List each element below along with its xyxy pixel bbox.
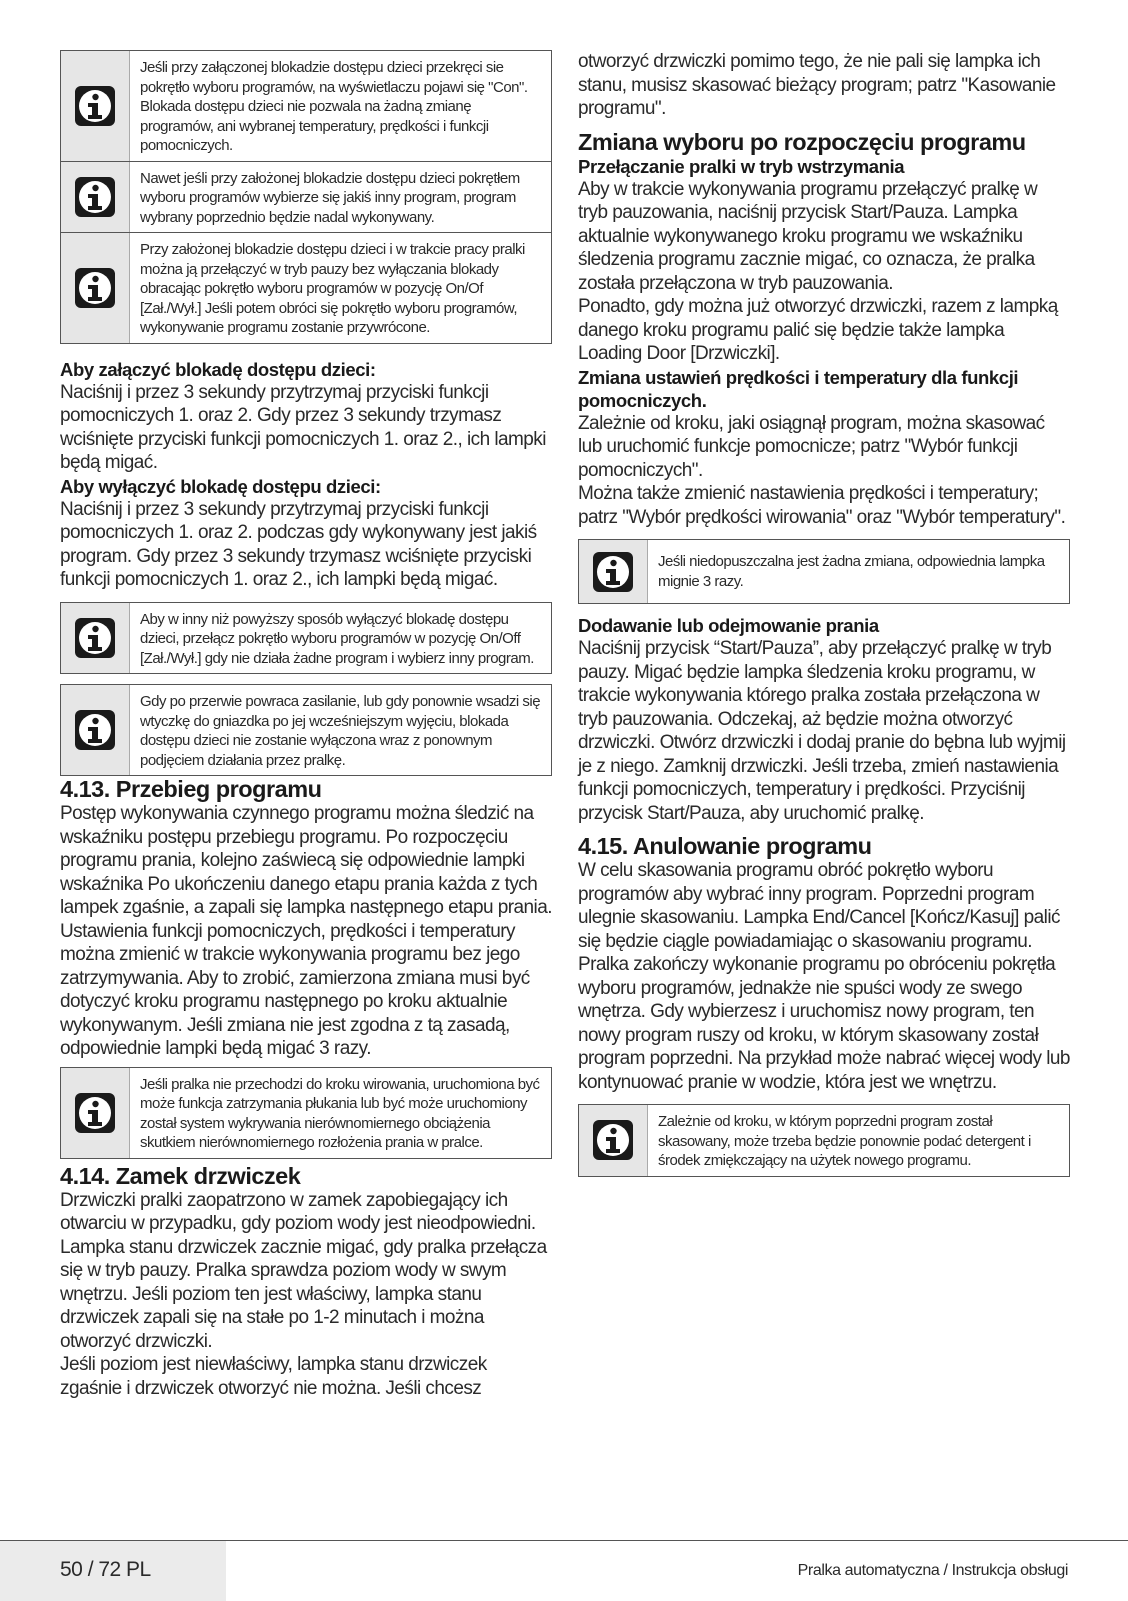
- page-number: 50 / 72 PL: [60, 1558, 151, 1581]
- note-text: Aby w inny niż powyższy sposób wyłączyć blokadę dostępu dzieci, przełącz pokrętło wyboru programów w pozycję On/Off [Zał./Wył.] gdy nie działa żadne program i wybierz inny program.: [140, 610, 534, 667]
- speed-temperature-paragraph: Zależnie od kroku, jaki osiągnął program, można skasować lub uruchomić funkcje pomocnicze; patrz "Wybór funkcji pomocniczych".: [578, 412, 1045, 481]
- section-4-13-paragraph: Ustawienia funkcji pomocniczych, prędkości i temperatury można zmienić w trakcie wykonywania programu bez jego zatrzymywania. Aby to zrobić, zamierzona zmiana musi być dotyczyć kroku programu następnego po kroku aktualnie wykonywanym. Jeśli zmiana nie jest zgodna z tą zasadą, odpowiednie lampki będą migać 3 razy.: [60, 920, 530, 1059]
- section-4-14-title: 4.14. Zamek drzwiczek: [60, 1162, 301, 1189]
- info-icon: [61, 603, 130, 674]
- info-icon: [61, 51, 130, 161]
- info-note: [60, 233, 552, 344]
- info-icon: [61, 1068, 130, 1158]
- section-4-15-paragraph: W celu skasowania programu obróć pokrętło wyboru programów aby wybrać inny program. Poprzedni program ulegnie skasowaniu. Lampka End/Cancel [Kończ/Kasuj] palić się będzie ciągle powiadamiając o skasowaniu programu. Pralka zakończy wykonanie programu po obróceniu pokrętła wyboru programów, jednakże nie spuści wody ze swego wnętrza. Gdy wybierzesz i uruchomisz nowy program, ten nowy program ruszy od kroku, w którym skasowany został program poprzedni. Na przykład może nabrać więcej wody lub kontynuować pranie w wodzie, która jest we wnętrzu.: [578, 860, 1070, 1093]
- section-4-13-paragraph: Postęp wykonywania czynnego programu można śledzić na wskaźniku postępu przebiegu programu. Po rozpoczęciu programu prania, kolejno zaświecą się odpowiednie lampki wskaźnika Po ukończeniu danego etapu prania każda z tych lampek zgaśnie, a zapali się lampka następnego etapu prania.: [60, 803, 552, 918]
- info-note: [60, 602, 552, 675]
- info-icon: [61, 233, 130, 343]
- continuation-paragraph: otworzyć drzwiczki pomimo tego, że nie pali się lampka ich stanu, musisz skasować bieżący program; patrz "Kasowanie programu".: [578, 51, 1056, 119]
- note-text: Jeśli niedopuszczalna jest żadna zmiana, odpowiednia lampka mignie 3 razy.: [658, 553, 1045, 590]
- info-note: [578, 1104, 1070, 1177]
- info-icon: [61, 162, 130, 233]
- note-text: Zależnie od kroku, w którym poprzedni program został skasowany, może trzeba będzie ponownie podać detergent i środek zmiękczający na użytek nowego programu.: [658, 1113, 1031, 1169]
- enable-lock-heading: Aby załączyć blokadę dostępu dzieci:: [60, 358, 376, 380]
- info-note: [60, 162, 552, 234]
- left-column: [60, 50, 552, 1400]
- disable-lock-heading: Aby wyłączyć blokadę dostępu dzieci:: [60, 475, 381, 497]
- right-column: [578, 50, 1070, 1177]
- enable-lock-text: Naciśnij i przez 3 sekundy przytrzymaj przyciski funkcji pomocniczych 1. oraz 2. Gdy przez 3 sekundy trzymasz wciśnięte przyciski funkcji pomocniczych 1. oraz 2., ich lampki będą migać.: [60, 381, 546, 473]
- pause-paragraph: Aby w trakcie wykonywania programu przełączyć pralkę w tryb pauzowania, naciśnij przycisk Start/Pauza. Lampka aktualnie wykonywanego kroku programu we wskaźniku śledzenia programu zacznie migać, co oznacza, że pralka została przełączona w tryb pauzowania.: [578, 178, 1038, 294]
- section-4-14-paragraph: Drzwiczki pralki zaopatrzono w zamek zapobiegający ich otwarciu w przypadku, gdy poziom wody jest nieodpowiedni. Lampka stanu drzwiczek zacznie migać, gdy pralka przełącza się w tryb pauzy. Pralka sprawdza poziom wody w swym wnętrzu. Jeśli poziom ten jest właściwy, lampka stanu drzwiczek zapali się na stałe po 1-2 minutach i można otworzyć drzwiczki.: [60, 1189, 547, 1352]
- note-text: Przy założonej blokadzie dostępu dzieci i w trakcie pracy pralki można ją przełączyć w tryb pauzy bez wyłączania blokady obracając pokrętło wyboru programów w pozycję On/Of [Zał./Wył.] Jeśli potem obróci się pokrętło wyboru programów, wykonywanie programu zostanie przywrócone.: [140, 241, 525, 336]
- note-text: Jeśli przy załączonej blokadzie dostępu dzieci przekręci sie pokrętło wyboru programów, na wyświetlaczu pojawi się "Con". Blokada dostępu dzieci nie pozwala na żadną zmianę programów, ani wybranej temperatury, prędkości i funkcji pomocniczych.: [140, 59, 528, 154]
- section-4-14-paragraph: Jeśli poziom jest niewłaściwy, lampka stanu drzwiczek zgaśnie i drzwiczek otworzyć nie można. Jeśli chcesz: [60, 1354, 487, 1399]
- change-selection-title: Zmiana wyboru po rozpoczęciu programu: [578, 128, 1026, 155]
- add-remove-laundry-paragraph: Naciśnij przycisk “Start/Pauza”, aby przełączyć pralkę w tryb pauzy. Migać będzie lampka śledzenia kroku programu, w trakcie wykonywania którego pralka została przełączona w tryb pauzowania. Odczekaj, aż będzie można otworzyć drzwiczki. Otwórz drzwiczki i dodaj pranie do bębna lub wyjmij je z niego. Zamknij drzwiczki. Jeśli trzeba, zmień nastawienia funkcji pomocniczych, temperatury i prędkości. Przyciśnij przycisk Start/Pauza, aby uruchomić pralkę.: [578, 638, 1066, 824]
- info-icon: [579, 540, 648, 603]
- section-4-13-title: 4.13. Przebieg programu: [60, 776, 322, 802]
- note-text: Nawet jeśli przy założonej blokadzie dostępu dzieci pokrętłem wyboru programów wybierze się jakiś inny program, program wybrany poprzednio będzie nadal wykonywany.: [140, 169, 520, 226]
- speed-temperature-heading: Zmiana ustawień prędkości i temperatury dla funkcji pomocniczych.: [578, 366, 1019, 411]
- add-remove-laundry-heading: Dodawanie lub odejmowanie prania: [578, 615, 879, 636]
- info-icon: [61, 685, 130, 775]
- section-4-15-title: 4.15. Anulowanie programu: [578, 833, 872, 859]
- info-icon: [579, 1105, 648, 1176]
- note-text: Jeśli pralka nie przechodzi do kroku wirowania, uruchomiona być może funkcja zatrzymania płukania lub być może uruchomiony został system wykrywania nierównomiernego obciążenia skutkiem nierównomiernego rozłożenia prania w pralce.: [140, 1075, 540, 1151]
- info-note: [60, 1067, 552, 1159]
- note-text: Gdy po przerwie powraca zasilanie, lub gdy ponownie wsadzi się wtyczkę do gniazdka po jej wcześniejszym wyjęciu, blokada dostępu dzieci nie zostanie wyłączona wraz z ponownym podjęciem działania przez pralkę.: [140, 693, 541, 769]
- disable-lock-text: Naciśnij i przez 3 sekundy przytrzymaj przyciski funkcji pomocniczych 1. oraz 2. podczas gdy wykonywany jest jakiś program. Gdy przez 3 sekundy trzymasz wciśnięte przyciski funkcji pomocniczych 1. oraz 2., ich lampki będą migać.: [60, 498, 537, 590]
- pause-paragraph: Ponadto, gdy można już otworzyć drzwiczki, razem z lampką danego kroku programu palić się będzie także lampka Loading Door [Drzwiczki].: [578, 296, 1058, 364]
- info-note: [60, 684, 552, 776]
- info-note: [60, 50, 552, 162]
- speed-temperature-paragraph: Można także zmienić nastawienia prędkości i temperatury; patrz "Wybór prędkości wirowania" oraz "Wybór temperatury".: [578, 483, 1066, 528]
- info-note: [578, 539, 1070, 604]
- pause-heading: Przełączanie pralki w tryb wstrzymania: [578, 155, 905, 177]
- footer-document-title: Pralka automatyczna / Instrukcja obsługi: [797, 1562, 1068, 1579]
